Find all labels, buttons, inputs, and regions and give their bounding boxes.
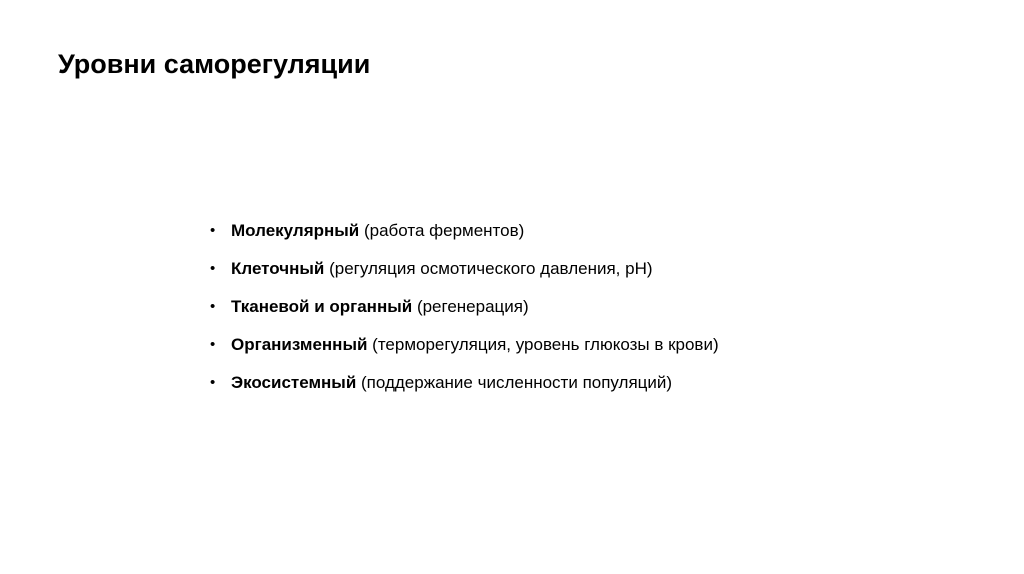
slide-title: Уровни саморегуляции	[58, 49, 371, 79]
list-item-text	[231, 294, 529, 320]
level-description: (регенерация)	[416, 297, 529, 316]
level-term: Клеточный	[231, 259, 325, 278]
bullet-icon: •	[210, 260, 216, 277]
level-description: (регуляция осмотического давления, рН)	[329, 259, 653, 278]
level-term: Организменный	[231, 335, 368, 354]
bullet-icon: •	[210, 298, 216, 315]
list-item-text	[231, 218, 524, 244]
level-description: (работа ферментов)	[363, 221, 525, 240]
level-term: Экосистемный	[231, 373, 357, 392]
level-term: Молекулярный	[231, 221, 360, 240]
bullet-icon: •	[210, 222, 216, 239]
level-description: (поддержание численности популяций)	[361, 373, 673, 392]
level-term: Тканевой и органный	[231, 297, 413, 316]
bullet-icon: •	[210, 336, 216, 353]
list-item-text	[231, 370, 672, 396]
level-description: (терморегуляция, уровень глюкозы в крови)	[372, 335, 719, 354]
list-item-text	[231, 256, 653, 282]
list-item-text	[231, 332, 719, 358]
bullet-icon: •	[210, 374, 216, 391]
